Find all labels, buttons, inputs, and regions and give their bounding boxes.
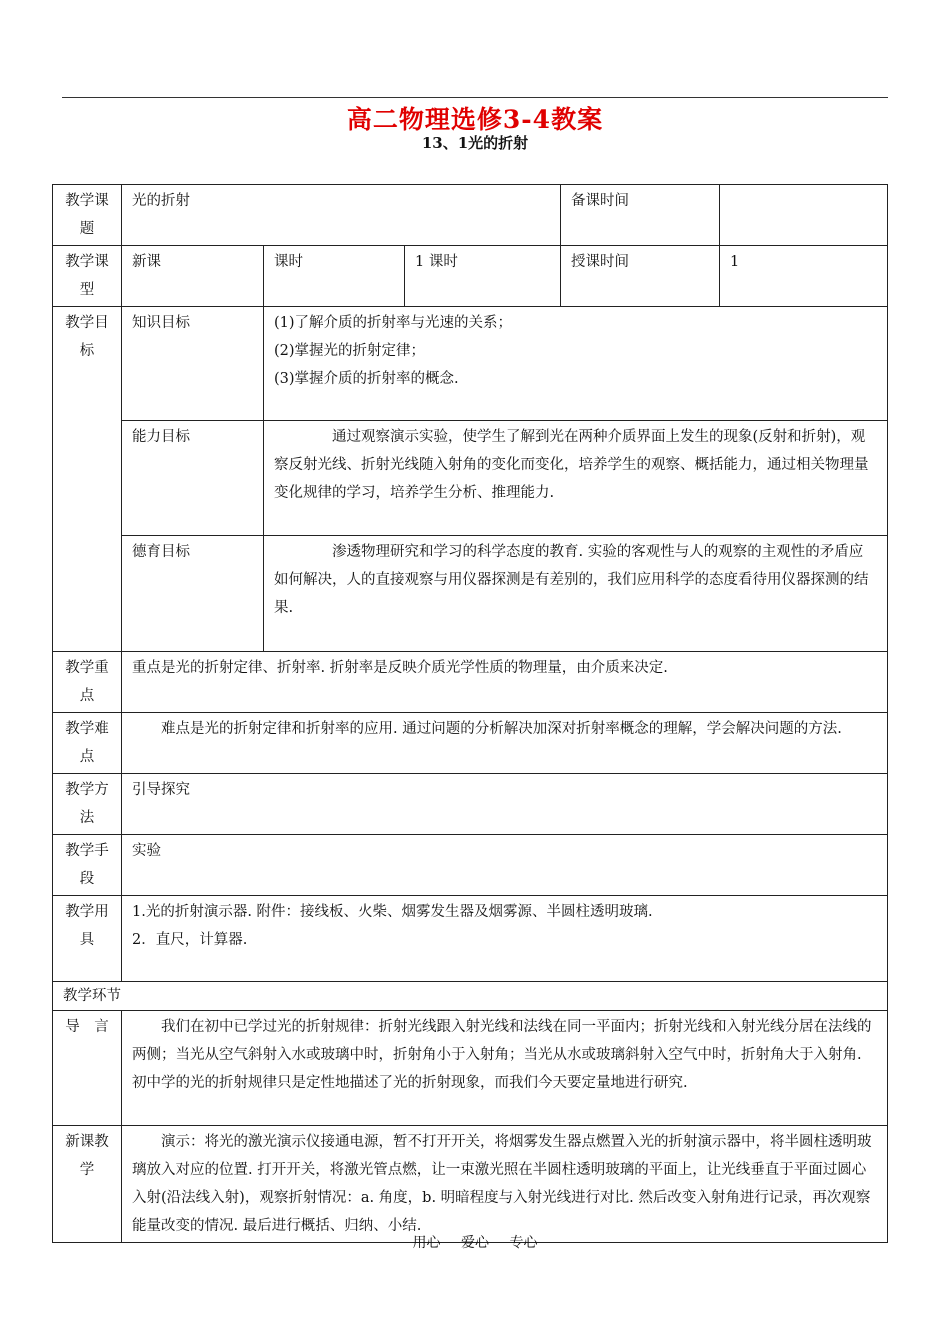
section-heading: 教学环节 xyxy=(53,982,888,1011)
teach-time-label: 授课时间 xyxy=(561,246,720,307)
lesson-subtitle: 13、1光的折射 xyxy=(421,134,529,152)
knowledge-goal-content xyxy=(264,307,888,421)
knowledge-goal-label: 知识目标 xyxy=(122,307,264,421)
page-footer xyxy=(0,1232,950,1252)
table-row xyxy=(53,246,888,307)
table-row xyxy=(53,185,888,246)
table-row xyxy=(53,1126,888,1243)
difficulty-label: 教学难点 xyxy=(53,713,122,774)
list-item: 1.光的折射演示器. 附件：接线板、火柴、烟雾发生器及烟雾源、半圆柱透明玻璃. xyxy=(132,904,653,920)
table-row xyxy=(53,421,888,536)
intro-text xyxy=(122,1011,888,1126)
focus-text: 重点是光的折射定律、折射率. 折射率是反映介质光学性质的物理量，由介质来决定. xyxy=(122,652,888,713)
newlesson-label: 新课教学 xyxy=(53,1126,122,1243)
goals-label: 教学目标 xyxy=(53,307,122,652)
list-item: (2)掌握光的折射定律； xyxy=(274,343,426,359)
ability-paragraph: 通过观察演示实验，使学生了解到光在两种介质界面上发生的现象(反射和折射)，观察反射光线、折射光线随入射角的变化而变化，培养学生的观察、概括能力，通过相关物理量变化规律的学习，培养学生分析、推理能力. xyxy=(274,429,869,501)
ability-goal-label: 能力目标 xyxy=(122,421,264,536)
intro-label: 导 言 xyxy=(53,1011,122,1126)
lesson-plan-table xyxy=(52,184,888,1243)
header-rule xyxy=(62,97,888,98)
table-row xyxy=(53,307,888,421)
intro-paragraph: 我们在初中已学过光的折射规律：折射光线跟入射光线和法线在同一平面内；折射光线和入射光线分居在法线的两侧；当光从空气斜射入水或玻璃中时，折射角小于入射角；当光从水或玻璃斜射入空气中时，折射角大于入射角. 初中学的光的折射规律只是定性地描述了光的折射现象，而我们今天要定量地进行研究. xyxy=(132,1019,872,1091)
footer-item: 爱心 xyxy=(461,1235,489,1251)
difficulty-paragraph: 难点是光的折射定律和折射率的应用. 通过问题的分析解决加深对折射率概念的理解，学会解决问题的方法. xyxy=(161,721,842,737)
list-item: (3)掌握介质的折射率的概念. xyxy=(274,371,459,387)
prep-time-value xyxy=(720,185,888,246)
list-item: (1)了解介质的折射率与光速的关系； xyxy=(274,315,513,331)
tools-label: 教学用具 xyxy=(53,896,122,982)
ability-goal-text xyxy=(264,421,888,536)
type-label: 教学课型 xyxy=(53,246,122,307)
topic-value: 光的折射 xyxy=(122,185,561,246)
table-row xyxy=(53,1011,888,1126)
type-value: 新课 xyxy=(122,246,264,307)
means-label: 教学手段 xyxy=(53,835,122,896)
period-label: 课时 xyxy=(264,246,405,307)
table-row xyxy=(53,713,888,774)
document-title: 高二物理选修3-4教案 xyxy=(346,105,604,134)
means-text: 实验 xyxy=(122,835,888,896)
teach-time-value: 1 xyxy=(720,246,888,307)
method-label: 教学方法 xyxy=(53,774,122,835)
table-row xyxy=(53,652,888,713)
moral-paragraph: 渗透物理研究和学习的科学态度的教育. 实验的客观性与人的观察的主观性的矛盾应如何解决，人的直接观察与用仪器探测是有差别的，我们应用科学的态度看待用仪器探测的结果. xyxy=(274,544,869,616)
prep-time-label: 备课时间 xyxy=(561,185,720,246)
period-value: 1 课时 xyxy=(405,246,561,307)
footer-item: 专心 xyxy=(509,1235,538,1251)
list-item: 2．直尺，计算器. xyxy=(132,932,248,948)
difficulty-text xyxy=(122,713,888,774)
table-row xyxy=(53,536,888,652)
tools-content xyxy=(122,896,888,982)
newlesson-text xyxy=(122,1126,888,1243)
method-text: 引导探究 xyxy=(122,774,888,835)
moral-goal-label: 德育目标 xyxy=(122,536,264,652)
footer-item: 用心 xyxy=(412,1235,441,1251)
topic-label: 教学课题 xyxy=(53,185,122,246)
table-row xyxy=(53,896,888,982)
table-row xyxy=(53,982,888,1011)
table-row xyxy=(53,835,888,896)
moral-goal-text xyxy=(264,536,888,652)
newlesson-paragraph: 演示：将光的激光演示仪接通电源，暂不打开开关，将烟雾发生器点燃置入光的折射演示器中，将半圆柱透明玻璃放入对应的位置. 打开开关，将激光管点燃，让一束激光照在半圆柱透明玻璃的平面上，让光线垂直于平面过圆心入射(沿法线入射)，观察折射情况：a. 角度，b. 明暗程度与入射光线进行对比. 然后改变入射角进行记录，再次观察能量改变的情况. 最后进行概括、归纳、小结. xyxy=(132,1134,872,1234)
table-row xyxy=(53,774,888,835)
focus-label: 教学重点 xyxy=(53,652,122,713)
